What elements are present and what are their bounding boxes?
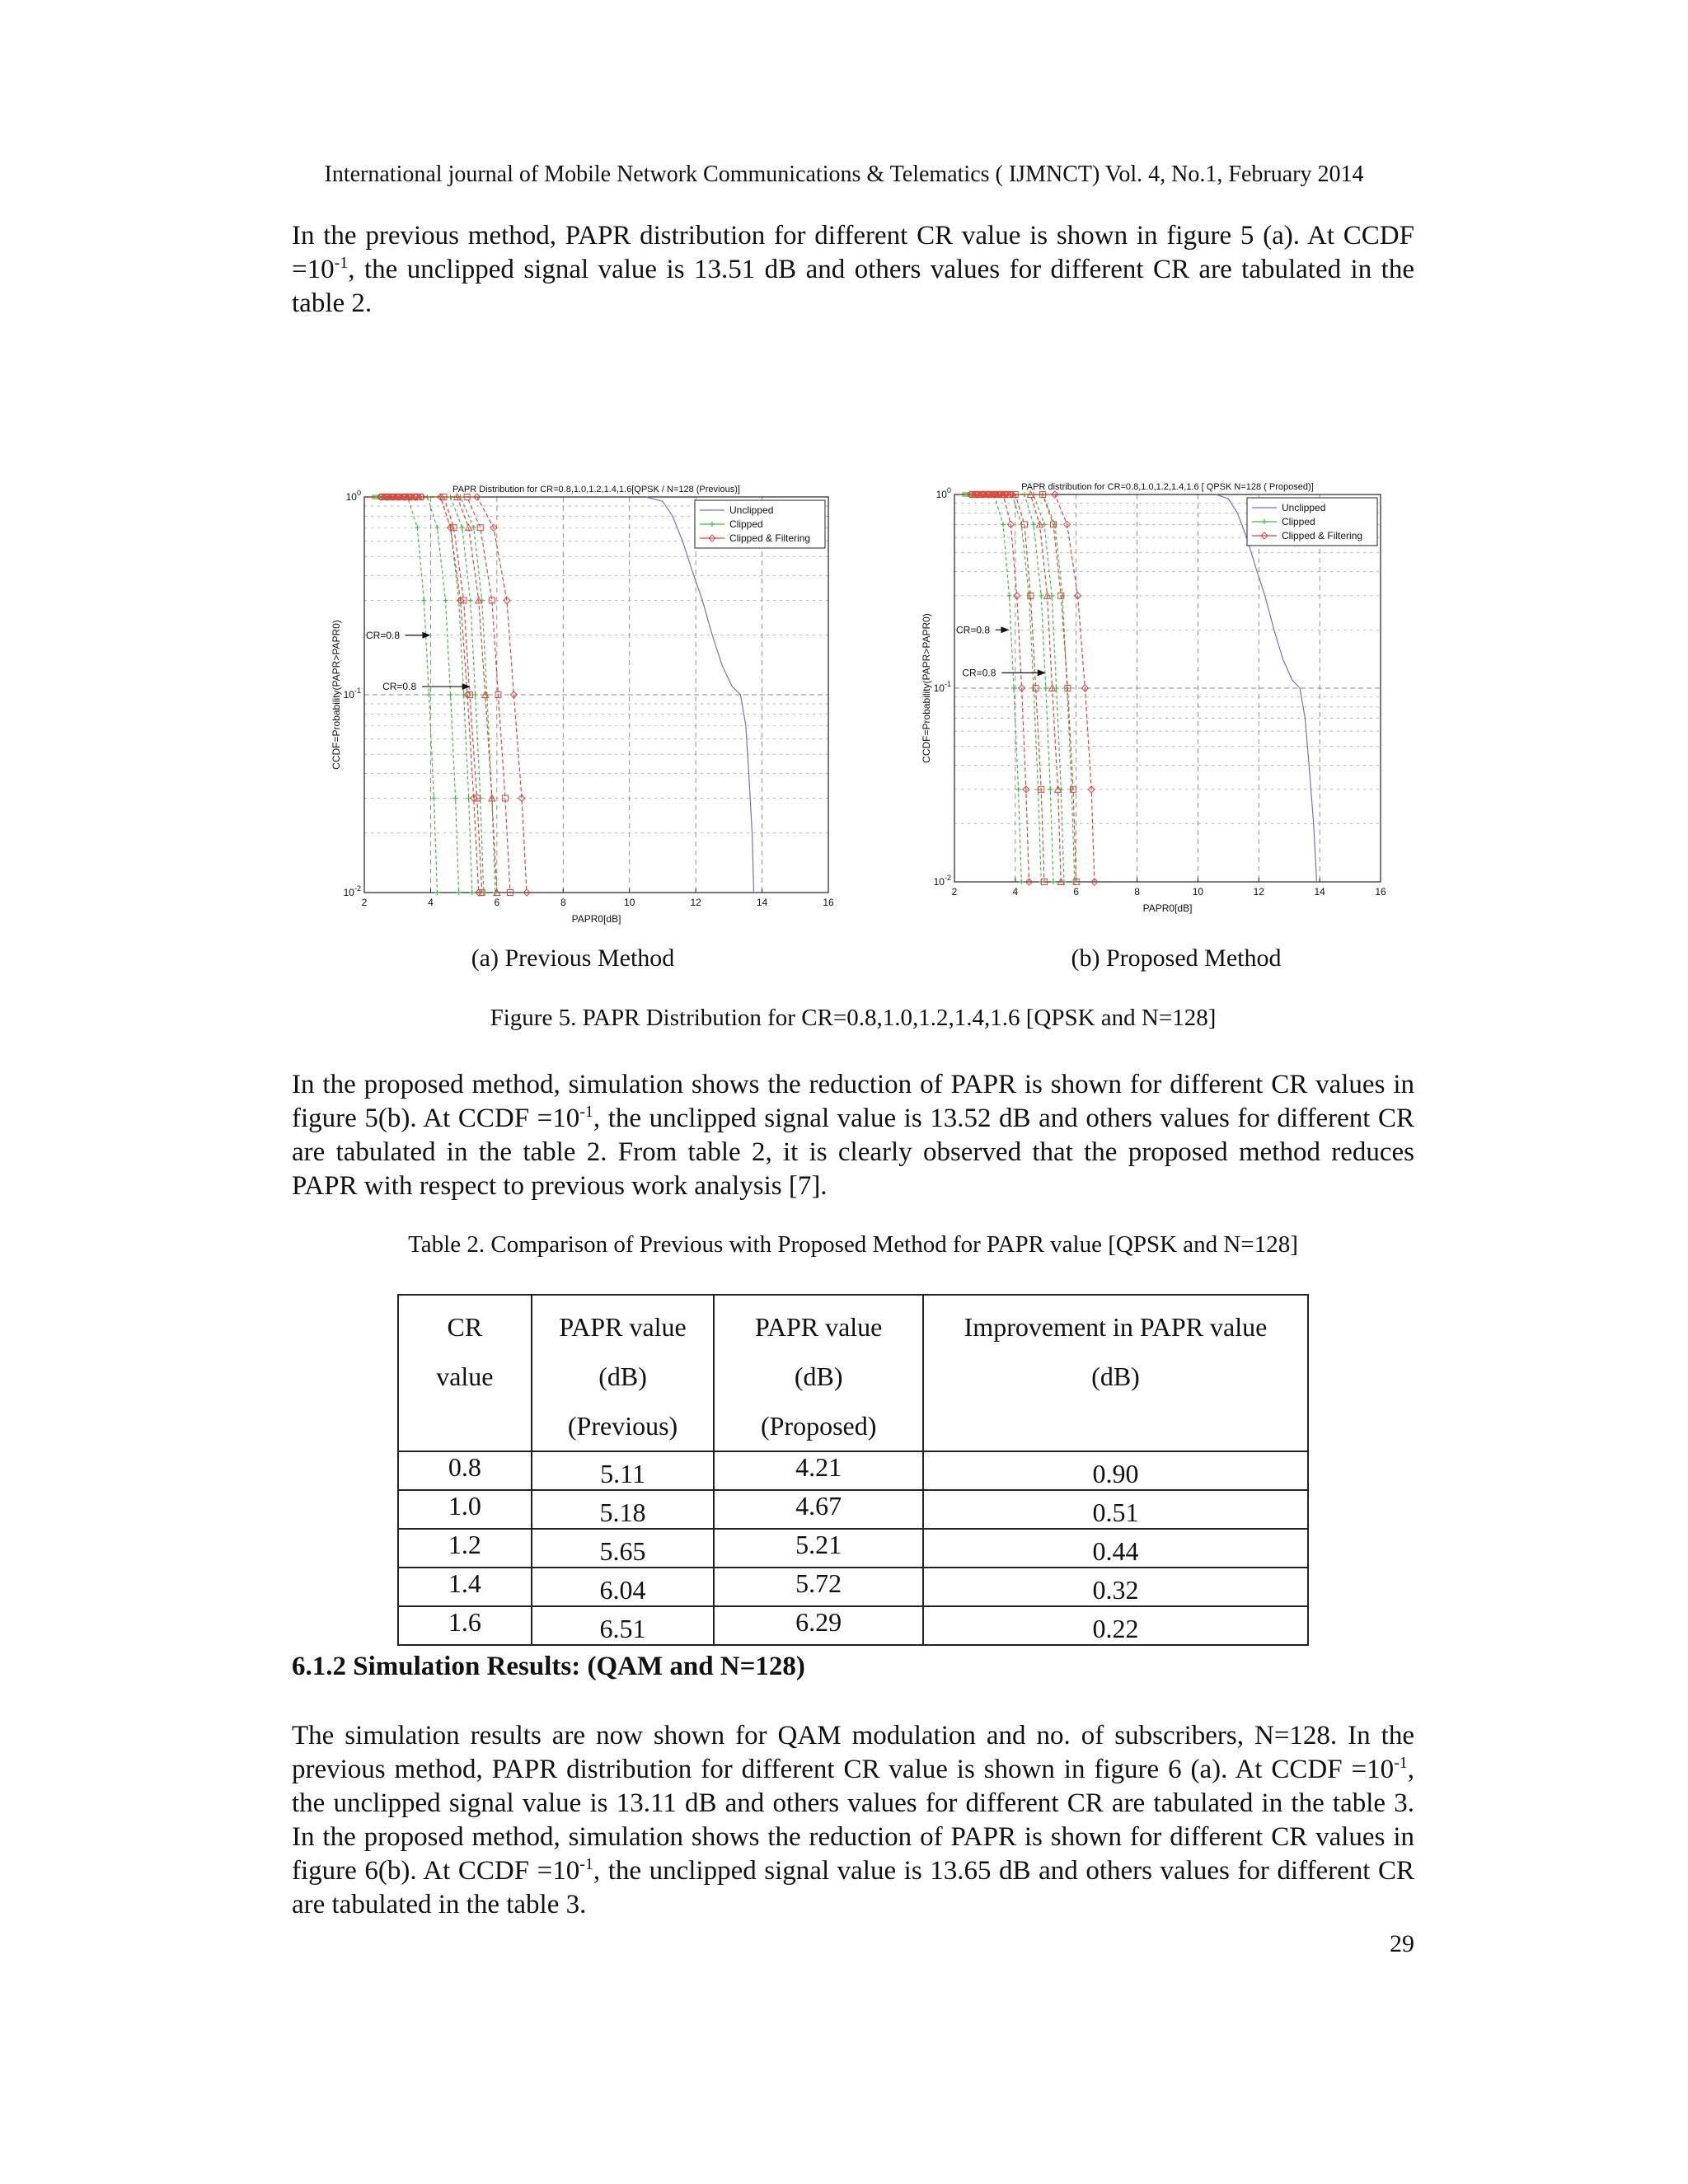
data-point — [448, 692, 453, 697]
annotation-arrowhead — [422, 632, 430, 639]
x-tick-label: 16 — [1375, 886, 1386, 898]
cell-improvement: 0.22 — [923, 1606, 1308, 1645]
table-row — [398, 1606, 1308, 1645]
cell-cr: 1.6 — [398, 1606, 532, 1645]
x-tick-label: 12 — [690, 897, 701, 908]
figure-caption-a: (a) Previous Method — [471, 944, 675, 972]
x-tick-label: 2 — [361, 897, 368, 908]
x-tick-label: 12 — [1253, 886, 1264, 898]
cell-cr: 1.4 — [398, 1568, 532, 1606]
data-point — [434, 890, 439, 895]
y-tick-label: $10^0$ — [935, 486, 951, 500]
cell-proposed: 4.67 — [714, 1490, 923, 1529]
x-tick-label: 8 — [1134, 886, 1140, 898]
grid — [364, 497, 828, 893]
figure-5b-svg — [917, 470, 1395, 915]
paragraph-3: The simulation results are now shown for QAM modulation and no. of subscribers, N=128. In the previous method, PAPR distribution for different CR value is shown in figure 6 (a). At CCDF $=10^{-1}$, the unclipped signal value is 13.11 dB and others values for different CR are tabulated in the table 3. In the proposed method, simulation shows the reduction of PAPR is shown for different CR values in figure 6(b). At CCDF $=10^{-1}$, the unclipped signal value is 13.65 dB and others values for different CR are tabulated in the table 3. — [292, 1721, 1414, 1919]
data-point — [434, 525, 439, 530]
cell-cr: 1.2 — [398, 1529, 532, 1568]
cell-improvement: 0.90 — [923, 1451, 1308, 1490]
x-axis-label: PAPR0[dB] — [571, 913, 621, 925]
data-point — [1019, 879, 1024, 884]
table-caption: Table 2. Comparison of Previous with Proposed Method for PAPR value [QPSK and N=128] — [408, 1231, 1298, 1258]
data-point — [457, 890, 462, 895]
data-point — [1001, 522, 1006, 527]
y-tick-label: $10^{-2}$ — [343, 884, 361, 898]
cell-previous: 5.18 — [532, 1490, 715, 1529]
data-point — [470, 890, 475, 895]
cell-improvement: 0.44 — [923, 1529, 1308, 1568]
figure-caption-b: (b) Proposed Method — [1071, 944, 1282, 972]
chart-title: PAPR distribution for CR=0.8,1.0,1.2,1.4,1.6 [ QPSK N=128 ( Proposed)] — [1021, 482, 1314, 492]
legend-label: Unclipped — [1282, 502, 1326, 513]
cell-previous: 5.11 — [532, 1451, 715, 1490]
legend-label: Clipped — [1282, 516, 1315, 527]
table-row — [398, 1451, 1308, 1490]
y-tick-label: $10^{-1}$ — [933, 680, 951, 694]
annotation-label: CR=0.8 — [366, 629, 401, 641]
cell-previous: 6.04 — [532, 1568, 715, 1606]
y-axis-label: CCDF=Probability(PAPR>PAPR0) — [921, 613, 932, 763]
x-tick-label: 6 — [1073, 886, 1080, 898]
x-tick-label: 8 — [560, 897, 566, 908]
annotation-arrowhead — [1001, 626, 1009, 633]
legend — [1247, 498, 1377, 546]
page-number: 29 — [1390, 1930, 1414, 1957]
cell-improvement: 0.51 — [923, 1490, 1308, 1529]
legend-label: Clipped & Filtering — [1282, 530, 1363, 541]
legend-label: Clipped & Filtering — [729, 532, 811, 544]
series-2 — [364, 494, 462, 895]
x-tick-label: 14 — [756, 897, 768, 908]
paragraph-2: In the proposed method, simulation shows the reduction of PAPR is shown for different CR values in figure 5(b). At CCDF $=10^{-1}$, the unclipped signal value is 13.52 dB and others values for different CR are tabulated in the table 2. From table 2, it is clearly observed that the proposed method reduces PAPR with respect to previous work analysis [7]. — [292, 1070, 1414, 1201]
header-papr-previous: PAPR value (dB) (Previous) — [532, 1295, 715, 1451]
x-tick-label: 14 — [1314, 886, 1325, 898]
cell-previous: 6.51 — [532, 1606, 715, 1645]
comparison-table — [397, 1294, 1309, 1646]
table-header-row — [398, 1295, 1308, 1451]
data-point — [478, 795, 483, 800]
section-title: 6.1.2 Simulation Results: (QAM and N=128) — [292, 1652, 805, 1681]
table-row — [398, 1490, 1308, 1529]
cell-improvement: 0.32 — [923, 1568, 1308, 1606]
annotation-arrowhead — [1038, 669, 1046, 676]
x-tick-label: 10 — [624, 897, 635, 908]
figure-5a-svg — [323, 470, 842, 927]
chart-title: PAPR Distribution for CR=0.8,1.0,1.2,1.4,1.6[QPSK / N=128 (Previous)] — [452, 485, 740, 494]
data-point — [1065, 686, 1070, 691]
cell-proposed: 5.21 — [714, 1529, 923, 1568]
data-point — [443, 598, 448, 602]
cell-previous: 5.65 — [532, 1529, 715, 1568]
x-tick-label: 4 — [1012, 886, 1019, 898]
data-point — [415, 525, 420, 530]
legend-label: Clipped — [729, 518, 763, 530]
data-point — [1016, 787, 1021, 792]
data-point — [1043, 686, 1048, 691]
x-tick-label: 10 — [1192, 886, 1204, 898]
legend-label: Unclipped — [729, 504, 774, 516]
data-point — [471, 525, 476, 530]
data-point — [1051, 879, 1056, 884]
data-point — [421, 598, 426, 602]
x-tick-label: 6 — [494, 897, 500, 908]
x-tick-label: 2 — [951, 886, 958, 898]
annotation-label: CR=0.8 — [962, 667, 996, 679]
y-tick-label: $10^0$ — [345, 489, 361, 503]
x-axis-label: PAPR0[dB] — [1142, 902, 1193, 914]
data-point — [1048, 787, 1053, 792]
y-tick-label: $10^{-2}$ — [933, 874, 951, 888]
header-papr-proposed: PAPR value (dB) (Proposed) — [714, 1295, 923, 1451]
legend — [695, 500, 825, 548]
header-cr: CR value — [398, 1295, 532, 1451]
data-point — [1006, 593, 1011, 598]
data-point — [1031, 522, 1036, 527]
annotation-label: CR=0.8 — [382, 681, 417, 693]
cell-proposed: 5.72 — [714, 1568, 923, 1606]
table-row — [398, 1568, 1308, 1606]
data-point — [453, 795, 458, 800]
paragraph-1: In the previous method, PAPR distribution for different CR value is shown in figure 5 (a). At CCDF $=10^{-1}$, the unclipped signal value is 13.51 dB and others values for different CR are tabulated in the table 2. — [292, 221, 1414, 318]
cell-cr: 0.8 — [398, 1451, 532, 1490]
figure-5a-chart — [323, 470, 842, 927]
running-header: International journal of Mobile Network Communications & Telematics ( IJMNCT) Vol. 4, No.1, February 2014 — [324, 162, 1364, 187]
x-tick-label: 4 — [428, 897, 434, 908]
annotation-label: CR=0.8 — [956, 624, 991, 636]
data-point — [1039, 593, 1043, 598]
series-7 — [954, 492, 1047, 885]
table-row — [398, 1529, 1308, 1568]
cell-proposed: 4.21 — [714, 1451, 923, 1490]
y-axis-label: CCDF=Probability(PAPR>PAPR0) — [331, 620, 342, 770]
figure-5b-chart — [917, 470, 1395, 915]
cell-cr: 1.0 — [398, 1490, 532, 1529]
data-point — [473, 692, 478, 697]
data-point — [431, 795, 436, 800]
x-tick-label: 16 — [823, 897, 834, 908]
cell-proposed: 6.29 — [714, 1606, 923, 1645]
data-point — [468, 598, 473, 602]
header-improvement: Improvement in PAPR value (dB) — [923, 1295, 1308, 1451]
data-point — [460, 525, 465, 530]
y-tick-label: $10^{-1}$ — [343, 687, 361, 701]
figure-caption: Figure 5. PAPR Distribution for CR=0.8,1.0,1.2,1.4,1.6 [QPSK and N=128] — [490, 1005, 1217, 1031]
